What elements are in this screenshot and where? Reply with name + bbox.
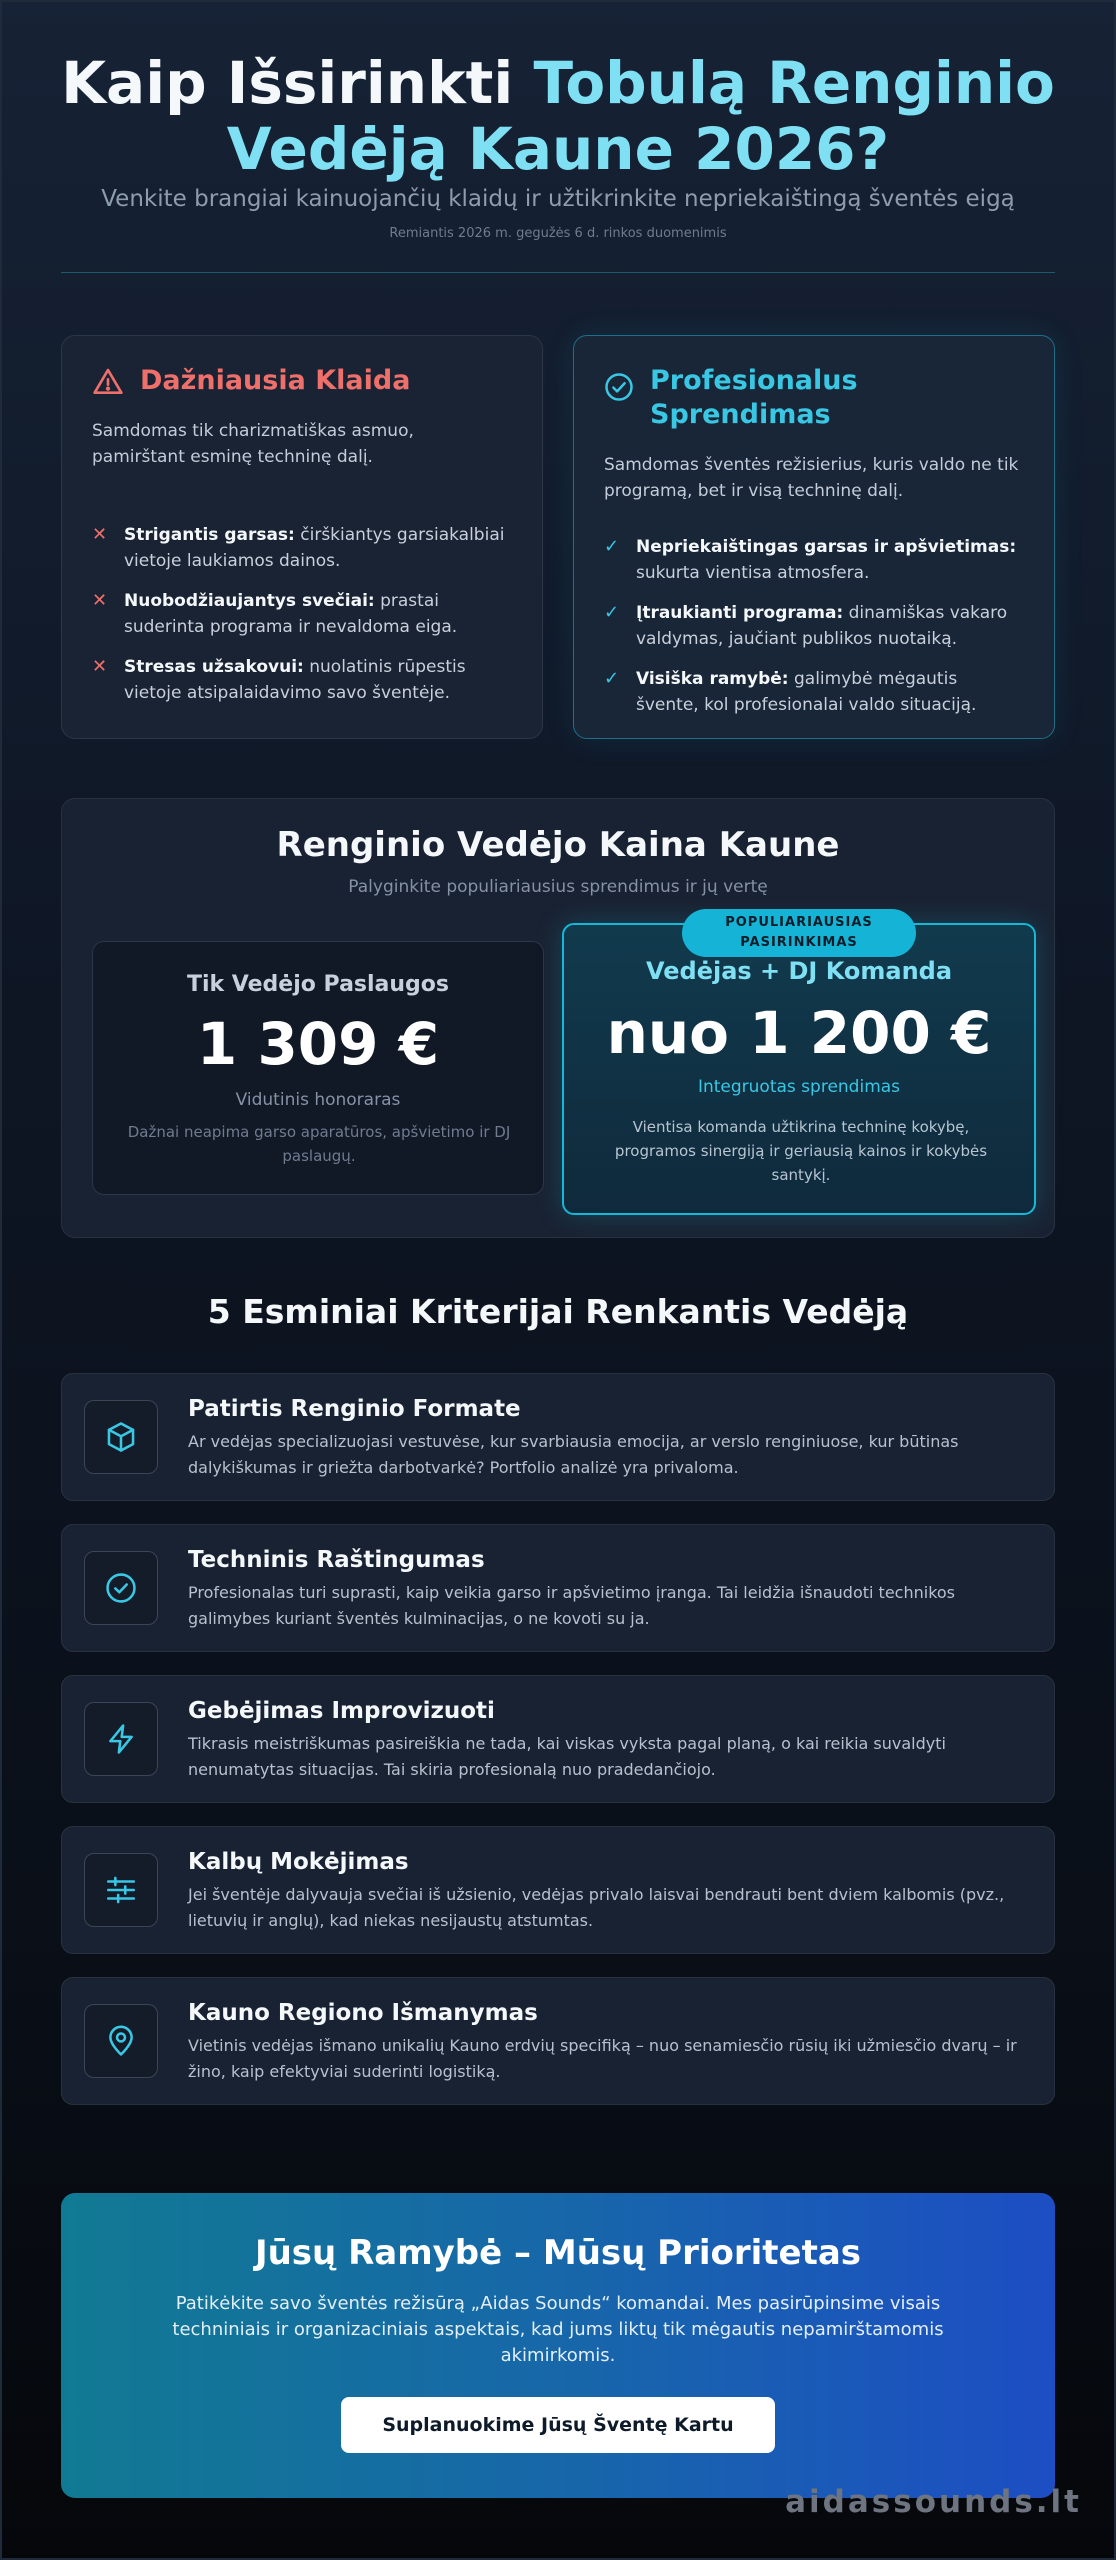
criteria-heading: Kauno Regiono Išmanymas [188, 2000, 538, 2026]
cross-icon: ✕ [92, 524, 108, 545]
criteria-item [61, 1826, 1055, 1954]
criteria-item [61, 1675, 1055, 1803]
mistake-list [92, 522, 512, 706]
criteria-heading: Gebėjimas Improvizuoti [188, 1698, 495, 1724]
title-plain: Kaip Išsirinkti [61, 49, 514, 117]
item-bold: Nepriekaištingas garsas ir apšvietimas: [636, 537, 1017, 557]
pricing-title: Renginio Vedėjo Kaina Kaune [276, 825, 840, 865]
plan-name: Tik Vedėjo Paslaugos [186, 972, 450, 997]
criteria-text: Ar vedėjas specializuojasi vestuvėse, kur svarbiausia emocija, ar verslo renginiuose, kur būtinas dalykiškumas ir griežta darbotvarkė? Portfolio analizė yra privaloma. [188, 1432, 959, 1477]
criteria-text: Vietinis vedėjas išmano unikalių Kauno erdvių specifiką – nuo senamiesčio rūsių iki užmiesčio dvarų – ir žino, kaip efektyviai suderinti logistiką. [188, 2036, 1017, 2081]
warning-triangle-icon [92, 366, 124, 398]
item-text: sukurta vientisa atmosfera. [636, 563, 870, 583]
item-text: galimybė mėgautis švente, kol profesionalai valdo situaciją. [636, 669, 977, 715]
title-highlight-1: Tobulą Renginio [533, 49, 1055, 117]
criteria-item [61, 1524, 1055, 1652]
list-item [604, 666, 1024, 718]
check-icon: ✓ [604, 536, 620, 557]
lightning-icon [104, 1722, 138, 1756]
criteria-icon-box [84, 1853, 158, 1927]
solution-list [604, 534, 1024, 718]
price-card-host-dj [562, 915, 1036, 1215]
popular-badge: POPULIARIAUSIAS PASIRINKIMAS [682, 909, 916, 957]
plan-name: Vedėjas + DJ Komanda [645, 957, 953, 985]
item-text: prastai suderinta programa ir nevaldoma eiga. [124, 591, 458, 637]
solution-description: Samdomas šventės režisierius, kuris valdo ne tik programą, bet ir visą techninę dalį. [604, 455, 1019, 501]
item-text: čirškiantys garsiakalbiai vietoje laukiamos dainos. [124, 525, 505, 571]
item-bold: Strigantis garsas: [124, 525, 295, 545]
criteria-heading: Techninis Raštingumas [188, 1547, 485, 1573]
mistake-card [61, 335, 543, 739]
title-highlight-2: Vedėją Kaune 2026? [226, 115, 890, 183]
data-source-note: Remiantis 2026 m. gegužės 6 d. rinkos duomenimis [389, 226, 727, 241]
cube-icon [104, 1420, 138, 1454]
list-item [92, 654, 512, 706]
check-circle-icon [104, 1571, 138, 1605]
price-card-host-only [92, 941, 544, 1195]
criteria-heading: Patirtis Renginio Formate [188, 1396, 521, 1422]
criteria-item [61, 1977, 1055, 2105]
item-bold: Įtraukianti programa: [636, 603, 844, 623]
solution-card [573, 335, 1055, 739]
plan-event-button[interactable]: Suplanuokime Jūsų Šventę Kartu [341, 2397, 775, 2453]
cta-title: Jūsų Ramybė – Mūsų Prioritetas [254, 2233, 862, 2273]
sliders-icon [104, 1873, 138, 1907]
solution-title: Profesionalus Sprendimas [650, 365, 858, 430]
cross-icon: ✕ [92, 590, 108, 611]
criteria-icon-box [84, 2004, 158, 2078]
mistake-card-header [92, 364, 512, 398]
item-bold: Stresas užsakovui: [124, 657, 304, 677]
mistake-title: Dažniausia Klaida [140, 365, 411, 396]
cross-icon: ✕ [92, 656, 108, 677]
plan-note: Dažnai neapima garso aparatūros, apšvietimo ir DJ paslaugų. [127, 1123, 511, 1165]
criteria-icon-box [84, 1551, 158, 1625]
page-title [0, 50, 1116, 182]
map-pin-icon [104, 2024, 138, 2058]
criteria-item [61, 1373, 1055, 1501]
criteria-text: Jei šventėje dalyvauja svečiai iš užsienio, vedėjas privalo laisvai bendrauti bent dviem kalbomis (pvz., lietuvių ir anglų), kad niekas nesijaustų atstumtas. [188, 1885, 1005, 1930]
item-bold: Visiška ramybė: [636, 669, 789, 689]
criteria-text: Tikrasis meistriškumas pasireiškia ne tada, kai viskas vyksta pagal planą, o kai reikia suvaldyti nenumatytas situacijas. Tai skiria profesionalą nuo pradedančiojo. [188, 1734, 946, 1779]
list-item [604, 600, 1024, 652]
cta-text: Patikėkite savo šventės režisūrą „Aidas Sounds“ komandai. Mes pasirūpinsime visais techniniais ir organizaciniais aspektais, kad jums liktų tik mėgautis nepamirštamomis akimirkomis. [172, 2293, 944, 2366]
item-text: nuolatinis rūpestis vietoje atsipalaidavimo savo šventėje. [124, 657, 466, 703]
header-divider [61, 272, 1055, 273]
page-subtitle: Venkite brangiai kainuojančių klaidų ir užtikrinkite nepriekaištingą šventės eigą [101, 186, 1015, 212]
list-item [92, 522, 512, 574]
plan-caption: Integruotas sprendimas [697, 1077, 901, 1097]
criteria-title: 5 Esminiai Kriterijai Renkantis Vedėją [207, 1292, 909, 1331]
item-bold: Nuobodžiaujantys svečiai: [124, 591, 375, 611]
criteria-text: Profesionalas turi suprasti, kaip veikia garso ir apšvietimo įranga. Tai leidžia išnaudoti technikos galimybes kuriant šventės kulminacijas, o ne kovoti su ja. [188, 1583, 956, 1628]
check-circle-icon [604, 372, 634, 402]
plan-caption: Vidutinis honoraras [235, 1090, 401, 1110]
pricing-subtitle: Palyginkite populiariausius sprendimus ir jų vertę [348, 877, 768, 897]
check-icon: ✓ [604, 602, 620, 623]
list-item [604, 534, 1024, 586]
criteria-heading: Kalbų Mokėjimas [188, 1849, 409, 1875]
list-item [92, 588, 512, 640]
criteria-icon-box [84, 1400, 158, 1474]
cta-banner [61, 2193, 1055, 2498]
plan-price: nuo 1 200 € [606, 999, 992, 1067]
plan-price: 1 309 € [196, 1010, 440, 1078]
pricing-section [61, 798, 1055, 1238]
criteria-icon-box [84, 1702, 158, 1776]
site-watermark: aidassounds.lt [785, 2484, 1082, 2520]
item-text: dinamiškas vakaro valdymas, jaučiant publikos nuotaiką. [636, 603, 1008, 649]
check-icon: ✓ [604, 668, 620, 689]
plan-note: Vientisa komanda užtikrina techninę kokybę, programos sinergiją ir geriausią kainos ir kokybės santykį. [614, 1118, 988, 1184]
mistake-description: Samdomas tik charizmatiškas asmuo, pamirštant esminę techninę dalį. [92, 421, 414, 467]
solution-card-header [604, 364, 1024, 432]
